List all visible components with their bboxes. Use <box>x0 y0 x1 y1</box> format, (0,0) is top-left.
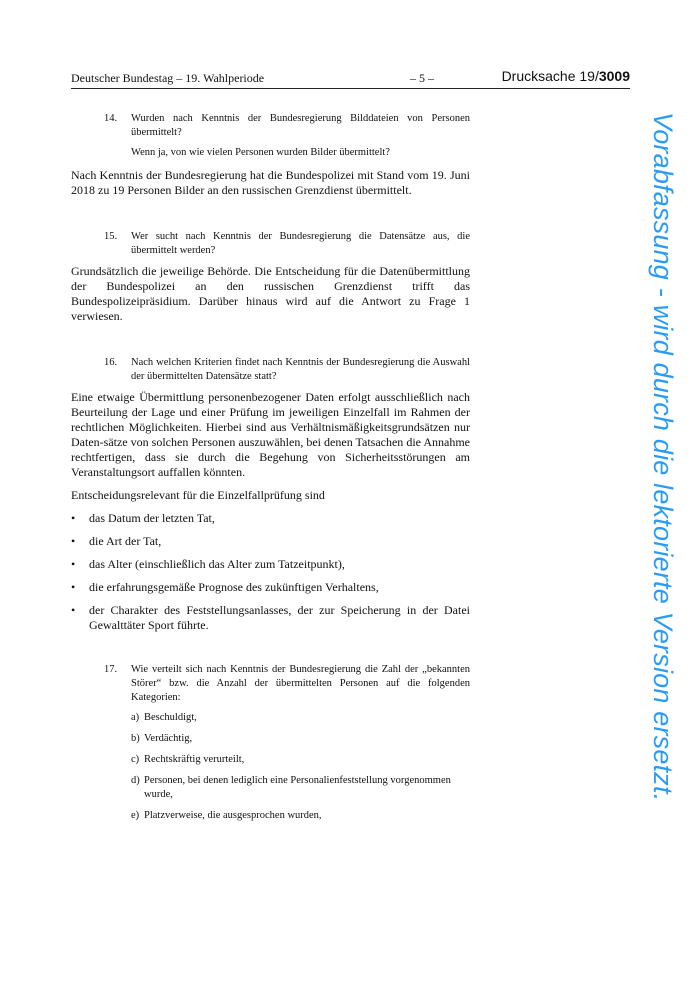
list-item-text: die erfahrungsgemäße Prognose des zukünftigen Verhaltens, <box>89 580 379 594</box>
list-item <box>71 580 470 595</box>
list-item-text: die Art der Tat, <box>89 534 162 548</box>
bullet-icon: • <box>71 534 76 548</box>
bullet-icon: • <box>71 511 76 525</box>
list-item-text: der Charakter des Feststellungsanlasses, der zur Speicherung in der Datei Gewalttäter Sport führte. <box>89 603 470 632</box>
list-item-text: Personen, bei denen lediglich eine Personalienfeststellung vorgenommen wurde, <box>144 775 451 800</box>
question-16 <box>104 356 470 384</box>
list-item-text: das Alter (einschließlich das Alter zum Tatzeitpunkt), <box>89 557 345 571</box>
list-item <box>71 557 470 572</box>
answer-15: Grundsätzlich die jeweilige Behörde. Die Entscheidung für die Datenübermittlung der Bundespolizei an den russischen Grenzdienst trifft das Bundespolizeipräsidium. Darüber hinaus wird auf die Antwort zu Frage 1 verwiesen. <box>71 264 470 323</box>
answer-16-intro: Entscheidungsrelevant für die Einzelfallprüfung sind <box>71 488 325 502</box>
list-item <box>71 534 470 549</box>
document-number <box>502 68 630 84</box>
document-number-prefix: Drucksache 19/ <box>501 68 599 84</box>
draft-watermark <box>648 112 678 902</box>
list-item-text: Platzverweise, die ausgesprochen wurden, <box>144 810 322 821</box>
list-item-label: c) <box>131 754 140 765</box>
list-item-label: b) <box>131 733 140 744</box>
question-text: Wurden nach Kenntnis der Bundesregierung Bilddateien von Personen übermittelt? <box>131 113 470 138</box>
question-14 <box>104 112 470 140</box>
list-item-text: Verdächtig, <box>144 733 193 744</box>
list-item-text: das Datum der letzten Tat, <box>89 511 215 525</box>
list-item <box>131 809 470 823</box>
question-17 <box>104 663 470 705</box>
question-number: 14. <box>104 113 118 124</box>
question-number: 16. <box>104 357 118 368</box>
list-item <box>71 603 470 633</box>
answer-14: Nach Kenntnis der Bundesregierung hat die Bundespolizei mit Stand vom 19. Juni 2018 zu 19 Personen Bilder an den russischen Grenzdienst übermittelt. <box>71 168 470 197</box>
list-item-label: e) <box>131 810 140 821</box>
list-item-text: Beschuldigt, <box>144 712 197 723</box>
answer-16: Eine etwaige Übermittlung personenbezogener Daten erfolgt ausschließlich nach Beurteilung der Lage und einer Prüfung im jeweiligen Einzelfall im Rahmen der rechtlichen Möglichkeiten. Hierbei sind aus Verhältnismäßigkeitsgrundsätzen nur Daten-sätze von solchen Personen auszuwählen, bei denen Tatsachen die Annahme rechtfertigen, dass sie durch die Begehung von Sicherheitsstörungen am Veranstaltungsort auffallen könnten. <box>71 390 470 479</box>
question-text: Wer sucht nach Kenntnis der Bundesregierung die Datensätze aus, die übermittelt werden? <box>131 231 470 256</box>
criteria-list <box>71 511 470 633</box>
category-list <box>131 711 470 823</box>
page-number: – 5 – <box>410 71 434 85</box>
header-publisher: Deutscher Bundestag – 19. Wahlperiode <box>71 71 265 85</box>
bullet-icon: • <box>71 603 76 617</box>
list-item-label: a) <box>131 712 140 723</box>
list-item <box>131 732 470 746</box>
question-text: Wie verteilt sich nach Kenntnis der Bundesregierung die Zahl der „bekannten Störer“ bzw. die Anzahl der übermittelten Personen auf die folgenden Kategorien: <box>131 664 470 703</box>
question-14-subquestion: Wenn ja, von wie vielen Personen wurden Bilder übermittelt? <box>131 147 390 158</box>
bullet-icon: • <box>71 557 76 571</box>
question-number: 17. <box>104 664 118 675</box>
question-text: Nach welchen Kriterien findet nach Kenntnis der Bundesregierung die Auswahl der übermittelten Datensätze statt? <box>131 357 470 382</box>
watermark-text: Vorabfassung - wird durch die lektorierte Version ersetzt. <box>648 112 678 802</box>
list-item <box>71 511 470 526</box>
question-number: 15. <box>104 231 118 242</box>
list-item-label: d) <box>131 775 140 786</box>
list-item <box>131 753 470 767</box>
document-number-bold: 3009 <box>598 68 630 84</box>
page-body <box>71 112 470 830</box>
question-15 <box>104 230 470 258</box>
list-item-text: Rechtskräftig verurteilt, <box>144 754 245 765</box>
list-item <box>131 774 470 802</box>
page-header <box>71 70 630 89</box>
list-item <box>131 711 470 725</box>
bullet-icon: • <box>71 580 76 594</box>
